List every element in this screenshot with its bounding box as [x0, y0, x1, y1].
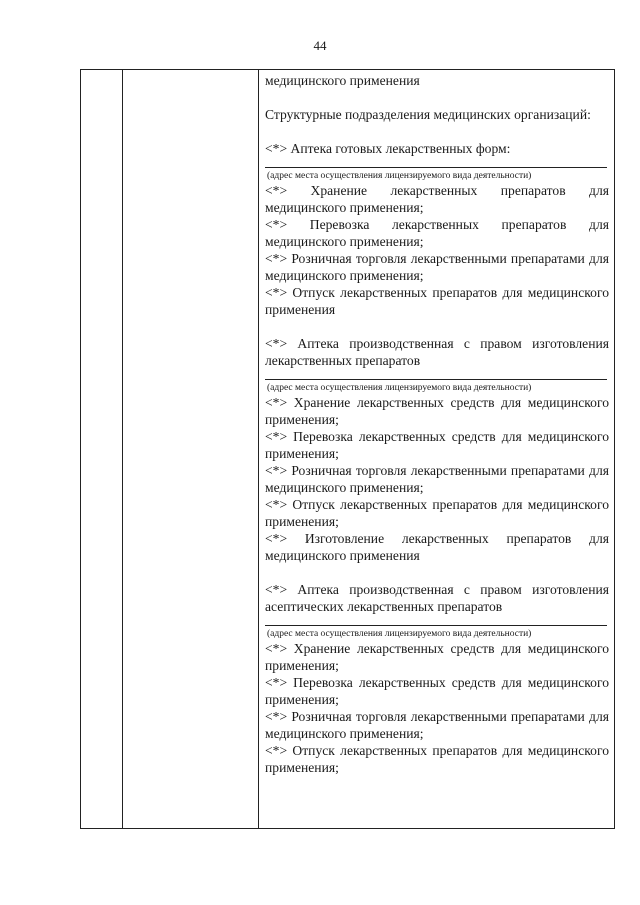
address-fill-line	[265, 369, 607, 380]
activity-item: <*> Перевозка лекарственных средств для медицинского применения;	[265, 429, 609, 461]
activity-item: <*> Хранение лекарственных средств для медицинского применения;	[265, 395, 609, 427]
address-caption: (адрес места осуществления лицензируемого вида деятельности)	[267, 383, 532, 393]
activity-item: <*> Отпуск лекарственных препаратов для медицинского применения;	[265, 497, 609, 529]
address-fill-line	[265, 615, 607, 626]
section-title: <*> Аптека производственная с правом изготовления лекарственных препаратов	[265, 336, 609, 368]
activity-item: <*> Розничная торговля лекарственными препаратами для медицинского применения;	[265, 463, 609, 495]
activity-item: <*> Отпуск лекарственных препаратов для медицинского применения	[265, 285, 609, 317]
page-number: 44	[313, 38, 327, 53]
activity-item: <*> Хранение лекарственных препаратов для медицинского применения;	[265, 183, 609, 215]
section-title: <*> Аптека готовых лекарственных форм:	[265, 141, 511, 156]
address-fill-line	[265, 157, 607, 168]
activity-item: <*> Перевозка лекарственных препаратов для медицинского применения;	[265, 217, 609, 249]
activity-item: <*> Розничная торговля лекарственными препаратами для медицинского применения;	[265, 709, 609, 741]
section-title: <*> Аптека производственная с правом изготовления асептических лекарственных препаратов	[265, 582, 609, 614]
intro-continuation: медицинского применения	[265, 73, 420, 88]
column-divider-2	[258, 70, 259, 828]
subdivisions-heading: Структурные подразделения медицинских организаций:	[265, 107, 591, 122]
activity-item: <*> Перевозка лекарственных средств для медицинского применения;	[265, 675, 609, 707]
column-divider-1	[122, 70, 123, 828]
activity-item: <*> Розничная торговля лекарственными препаратами для медицинского применения;	[265, 251, 609, 283]
activity-item: <*> Изготовление лекарственных препаратов для медицинского применения	[265, 531, 609, 563]
activity-item: <*> Отпуск лекарственных препаратов для медицинского применения;	[265, 743, 609, 775]
activity-item: <*> Хранение лекарственных средств для медицинского применения;	[265, 641, 609, 673]
address-caption: (адрес места осуществления лицензируемого вида деятельности)	[267, 171, 532, 181]
address-caption: (адрес места осуществления лицензируемого вида деятельности)	[267, 629, 532, 639]
activity-cell	[265, 72, 609, 776]
license-table	[80, 69, 615, 829]
